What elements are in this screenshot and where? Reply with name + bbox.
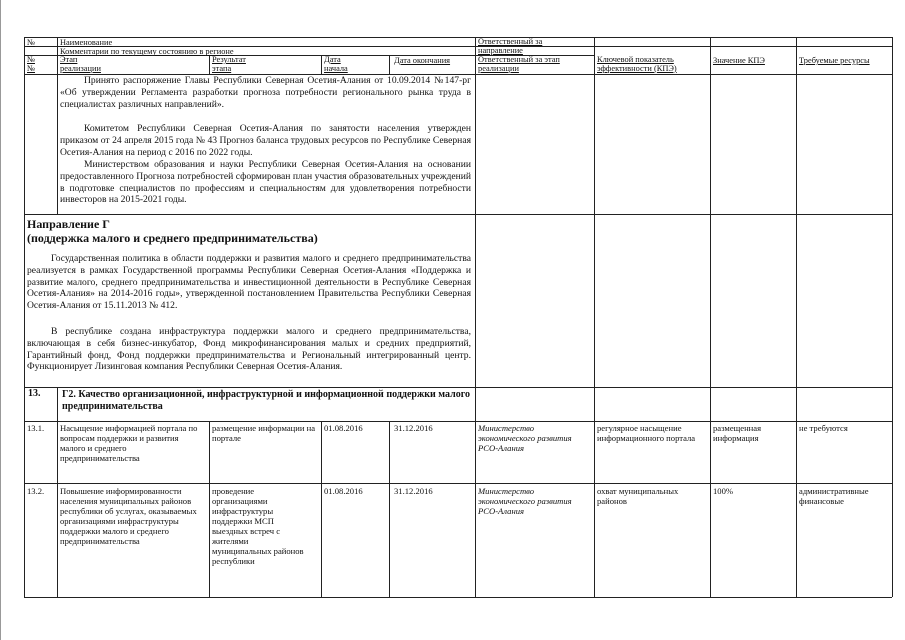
table-rule bbox=[209, 421, 210, 597]
header-result: Результат этапа bbox=[212, 56, 246, 73]
direction-title: Г2. Качество организационной, инфраструктурной и информационной поддержки малого предпринимательства bbox=[62, 389, 470, 412]
row-stage: Насыщение информацией портала по вопросам поддержки и развития малого и среднего предпринимательства bbox=[60, 423, 198, 463]
row-kpi-value: 100% bbox=[713, 486, 734, 496]
action-plan-table bbox=[24, 37, 892, 597]
comment-paragraph: Министерством образования и науки Республики Северная Осетия-Алания на основании предоставленного Прогноза потребностей сформирован план участия образовательных учреждений в подготовке специалистов по профессиям и специальностям для удовлетворения потребности инвесторов на 2015-2021 годы. bbox=[60, 159, 471, 206]
table-rule bbox=[389, 421, 390, 597]
row-responsible: Министерство экономического развития РСО-Алания bbox=[478, 486, 572, 516]
table-rule bbox=[24, 483, 892, 484]
table-rule bbox=[57, 37, 58, 214]
header-name: Наименование bbox=[60, 38, 113, 47]
table-rule bbox=[24, 387, 892, 388]
table-rule bbox=[594, 37, 595, 597]
row-kpi-value: размещенная информация bbox=[713, 423, 762, 443]
table-rule bbox=[57, 387, 58, 597]
header-kpi-value: Значение КПЭ bbox=[713, 56, 765, 65]
row-start-date: 01.08.2016 bbox=[324, 423, 363, 433]
section-paragraph: Государственная политика в области поддержки и развития малого и среднего предпринимательства реализуется в рамках Государственной программы Республики Северная Осетия-Алания «Поддержка и развитие малого, среднего предпринимательства и инвестиционной деятельности в Республике Северная Осетия-Алания» на 2014-2016 годы», утвержденной постановлением Правительства Республики Северная Осетия-Алания от 15.11.2013 № 412. bbox=[27, 253, 471, 312]
row-result: проведение организациями инфраструктуры поддержки МСП выездных встреч с жителями муниципальных районов республики bbox=[212, 486, 304, 566]
table-rule bbox=[24, 597, 892, 598]
row-number: 13.1. bbox=[27, 423, 45, 433]
row-number: 13.2. bbox=[27, 486, 45, 496]
table-rule bbox=[475, 37, 476, 597]
row-start-date: 01.08.2016 bbox=[324, 486, 363, 496]
row-kpi: регулярное насыщение информационного портала bbox=[597, 423, 696, 443]
section-title: Направление Г bbox=[27, 217, 110, 231]
page-left-edge bbox=[0, 0, 1, 640]
comment-paragraph: Комитетом Республики Северная Осетия-Алания по занятости населения утвержден приказом от 24 апреля 2015 года № 43 Прогноз баланса трудовых ресурсов по Республике Северная Осетия-Алания на период с 2016 по 2022 годы. bbox=[60, 123, 471, 158]
header-responsible-direction: Ответственный за направление bbox=[478, 38, 543, 55]
table-rule bbox=[321, 55, 322, 74]
direction-number: 13. bbox=[28, 389, 41, 399]
header-sub-number: № № bbox=[27, 56, 35, 73]
row-resources: не требуются bbox=[799, 423, 848, 433]
table-rule bbox=[24, 37, 25, 597]
table-rule bbox=[710, 37, 711, 597]
table-rule bbox=[24, 214, 892, 215]
row-kpi: охват муниципальных районов bbox=[597, 486, 679, 506]
comment-paragraph: Принято распоряжение Главы Республики Северная Осетия-Алания от 10.09.2014 №147-рг «Об утверждении Регламента разработки прогноза потребности регионального рынка труда в специалистах различных направлений». bbox=[60, 75, 471, 110]
header-responsible-stage: Ответственный за этап реализации bbox=[478, 56, 560, 73]
header-comments: Комментарии по текущему состоянию в регионе bbox=[60, 47, 234, 56]
table-rule bbox=[321, 421, 322, 597]
table-rule bbox=[796, 37, 797, 597]
row-responsible: Министерство экономического развития РСО-Алания bbox=[478, 423, 572, 453]
table-rule bbox=[892, 37, 893, 597]
section-paragraph: В республике создана инфраструктура поддержки малого и среднего предпринимательства, включающая в себя бизнес-инкубатор, Фонд микрофинансирования малых и средних предприятий, Гарантийный фонд, Фонд поддержки предпринимательства и Региональный интегрированный центр. Функционирует Лизинговая компания Республики Северная Осетия-Алания. bbox=[27, 326, 471, 373]
table-rule bbox=[389, 55, 390, 74]
table-rule bbox=[209, 55, 210, 74]
table-rule bbox=[24, 421, 892, 422]
header-stage: Этап реализации bbox=[60, 56, 101, 73]
header-kpi: Ключевой показатель эффективности (КПЭ) bbox=[597, 56, 677, 73]
header-number: № bbox=[27, 38, 35, 47]
row-end-date: 31.12.2016 bbox=[394, 423, 433, 433]
row-result: размещение информации на портале bbox=[212, 423, 316, 443]
header-end-date: Дата окончания bbox=[394, 56, 451, 65]
row-end-date: 31.12.2016 bbox=[394, 486, 433, 496]
section-subtitle: (поддержка малого и среднего предпринимательства) bbox=[27, 231, 318, 245]
row-resources: административные финансовые bbox=[799, 486, 869, 506]
row-stage: Повышение информированности населения муниципальных районов республики об услугах, оказываемых организациями инфраструктуры поддержки малого и среднего предпринимательства bbox=[60, 486, 197, 546]
header-start-date: Дата начала bbox=[324, 56, 348, 73]
header-resources: Требуемые ресурсы bbox=[799, 56, 870, 65]
